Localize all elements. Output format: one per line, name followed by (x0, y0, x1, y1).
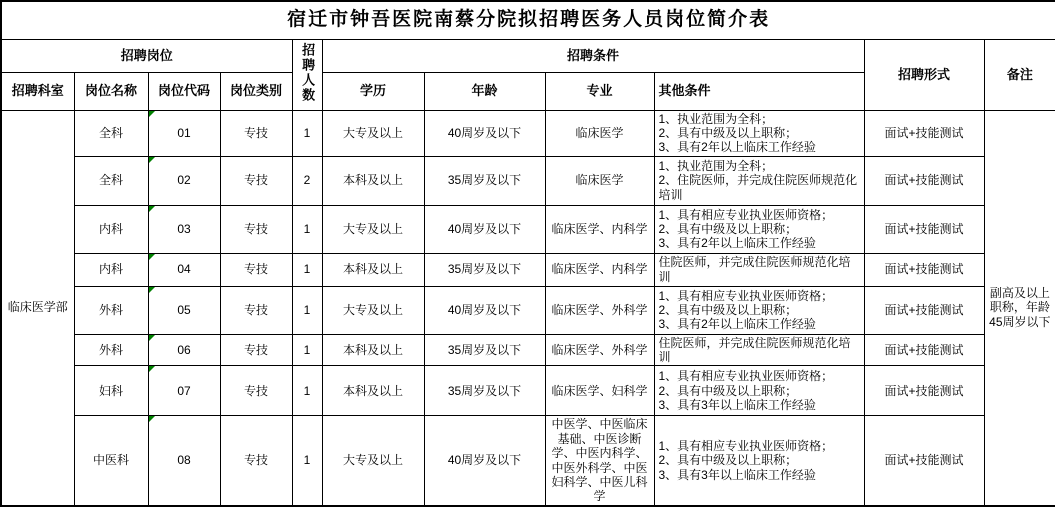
cell-post-type: 专技 (220, 205, 292, 253)
cell-form: 面试+技能测试 (864, 366, 984, 416)
table-row (1, 205, 1055, 253)
header-post-code: 岗位代码 (148, 72, 220, 110)
cell-post-type: 专技 (220, 253, 292, 286)
cell-count: 1 (292, 205, 322, 253)
cell-major: 临床医学 (545, 110, 654, 156)
post-code-value: 03 (177, 221, 191, 236)
header-education: 学历 (322, 72, 424, 110)
post-code-value: 01 (177, 125, 191, 140)
header-count-label: 招聘人数 (300, 42, 316, 103)
cell-form: 面试+技能测试 (864, 416, 984, 506)
cell-post-name: 中医科 (74, 416, 148, 506)
cell-count: 1 (292, 253, 322, 286)
cell-count: 1 (292, 416, 322, 506)
cell-age: 40周岁及以下 (424, 205, 545, 253)
table-row (1, 286, 1055, 334)
cell-other-conditions: 1、执业范围为全科； 2、具有中级及以上职称； 3、具有2年以上临床工作经验 (654, 110, 864, 156)
cell-form: 面试+技能测试 (864, 334, 984, 366)
cell-major: 临床医学、内科学 (545, 253, 654, 286)
cell-major: 临床医学、外科学 (545, 334, 654, 366)
header-count (292, 39, 322, 110)
cell-post-code (148, 286, 220, 334)
cell-other-conditions: 1、具有相应专业执业医师资格； 2、具有中级及以上职称； 3、具有3年以上临床工作经验 (654, 416, 864, 506)
excel-marker-icon (149, 416, 155, 422)
cell-post-type: 专技 (220, 110, 292, 156)
cell-post-name: 内科 (74, 205, 148, 253)
excel-marker-icon (149, 206, 155, 212)
page-title: 宿迁市钟吾医院南蔡分院拟招聘医务人员岗位简介表 (1, 1, 1055, 39)
cell-education: 本科及以上 (322, 366, 424, 416)
cell-post-code (148, 334, 220, 366)
cell-post-name: 全科 (74, 156, 148, 205)
cell-post-code (148, 205, 220, 253)
cell-count: 1 (292, 334, 322, 366)
table-row (1, 156, 1055, 205)
header-department: 招聘科室 (1, 72, 74, 110)
excel-marker-icon (149, 111, 155, 117)
post-code-value: 08 (177, 453, 191, 468)
excel-marker-icon (149, 157, 155, 163)
cell-other-conditions: 1、执业范围为全科； 2、住院医师，并完成住院医师规范化培训 (654, 156, 864, 205)
department-cell: 临床医学部 (1, 110, 74, 506)
cell-count: 1 (292, 286, 322, 334)
cell-education: 大专及以上 (322, 416, 424, 506)
cell-other-conditions: 1、具有相应专业执业医师资格； 2、具有中级及以上职称； 3、具有3年以上临床工作经验 (654, 366, 864, 416)
header-post-type: 岗位类别 (220, 72, 292, 110)
cell-education: 本科及以上 (322, 334, 424, 366)
cell-post-name: 全科 (74, 110, 148, 156)
cell-age: 35周岁及以下 (424, 156, 545, 205)
cell-post-code (148, 366, 220, 416)
cell-education: 大专及以上 (322, 110, 424, 156)
cell-age: 40周岁及以下 (424, 416, 545, 506)
cell-age: 40周岁及以下 (424, 286, 545, 334)
cell-form: 面试+技能测试 (864, 205, 984, 253)
cell-major: 临床医学 (545, 156, 654, 205)
header-conditions-group: 招聘条件 (322, 39, 864, 72)
cell-post-type: 专技 (220, 156, 292, 205)
cell-form: 面试+技能测试 (864, 110, 984, 156)
cell-major: 临床医学、外科学 (545, 286, 654, 334)
remark-cell: 副高及以上职称，年龄45周岁以下 (984, 110, 1055, 506)
cell-post-code (148, 416, 220, 506)
header-post-group: 招聘岗位 (1, 39, 292, 72)
cell-major: 临床医学、内科学 (545, 205, 654, 253)
table-row (1, 334, 1055, 366)
post-code-value: 02 (177, 173, 191, 188)
cell-major: 临床医学、妇科学 (545, 366, 654, 416)
table-row (1, 253, 1055, 286)
cell-form: 面试+技能测试 (864, 156, 984, 205)
cell-post-name: 内科 (74, 253, 148, 286)
cell-post-code (148, 156, 220, 205)
cell-education: 本科及以上 (322, 156, 424, 205)
header-age: 年龄 (424, 72, 545, 110)
cell-post-name: 外科 (74, 286, 148, 334)
cell-other-conditions: 1、具有相应专业执业医师资格； 2、具有中级及以上职称； 3、具有2年以上临床工作经验 (654, 286, 864, 334)
cell-post-code (148, 253, 220, 286)
header-other: 其他条件 (654, 72, 864, 110)
table-row (1, 110, 1055, 156)
cell-education: 大专及以上 (322, 205, 424, 253)
cell-other-conditions: 住院医师，并完成住院医师规范化培训 (654, 334, 864, 366)
cell-post-name: 妇科 (74, 366, 148, 416)
cell-post-type: 专技 (220, 416, 292, 506)
cell-age: 35周岁及以下 (424, 334, 545, 366)
cell-other-conditions: 住院医师，并完成住院医师规范化培训 (654, 253, 864, 286)
cell-age: 35周岁及以下 (424, 253, 545, 286)
cell-major: 中医学、中医临床基础、中医诊断学、中医内科学、中医外科学、中医妇科学、中医儿科学 (545, 416, 654, 506)
cell-post-code (148, 110, 220, 156)
cell-form: 面试+技能测试 (864, 253, 984, 286)
header-group-row (1, 39, 1055, 72)
header-remark: 备注 (984, 39, 1055, 110)
excel-marker-icon (149, 287, 155, 293)
post-code-value: 07 (177, 383, 191, 398)
cell-count: 1 (292, 110, 322, 156)
cell-post-type: 专技 (220, 334, 292, 366)
header-form: 招聘形式 (864, 39, 984, 110)
cell-other-conditions: 1、具有相应专业执业医师资格； 2、具有中级及以上职称； 3、具有2年以上临床工作经验 (654, 205, 864, 253)
cell-count: 2 (292, 156, 322, 205)
post-code-value: 06 (177, 342, 191, 357)
cell-education: 大专及以上 (322, 286, 424, 334)
cell-count: 1 (292, 366, 322, 416)
cell-education: 本科及以上 (322, 253, 424, 286)
title-row (1, 1, 1055, 39)
cell-age: 35周岁及以下 (424, 366, 545, 416)
cell-post-name: 外科 (74, 334, 148, 366)
table-row (1, 366, 1055, 416)
excel-marker-icon (149, 366, 155, 372)
excel-marker-icon (149, 254, 155, 260)
cell-age: 40周岁及以下 (424, 110, 545, 156)
cell-post-type: 专技 (220, 286, 292, 334)
header-post-name: 岗位名称 (74, 72, 148, 110)
cell-form: 面试+技能测试 (864, 286, 984, 334)
post-code-value: 05 (177, 302, 191, 317)
excel-marker-icon (149, 335, 155, 341)
post-code-value: 04 (177, 262, 191, 277)
table-row (1, 416, 1055, 506)
cell-post-type: 专技 (220, 366, 292, 416)
header-major: 专业 (545, 72, 654, 110)
